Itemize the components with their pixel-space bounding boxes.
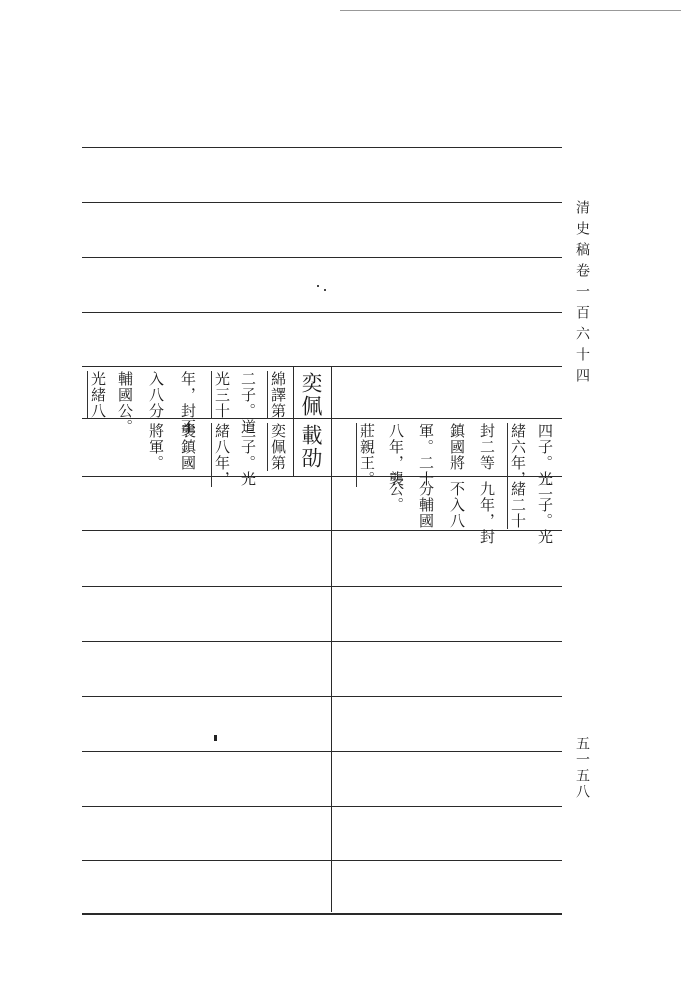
bio-column: 莊親王。 — [358, 423, 376, 487]
bio-column: 緒六年， — [509, 423, 527, 487]
bio-column: 四子。光 — [536, 423, 554, 487]
table-rule — [82, 257, 562, 258]
bio-column: 緒二十 — [509, 481, 527, 529]
bio-column: 光三十 — [213, 371, 231, 419]
table-rule — [82, 147, 562, 148]
bio-column: 年，封不 — [179, 371, 197, 435]
table-rule — [82, 641, 562, 642]
bio-column: 鎮國將 — [448, 423, 466, 471]
scan-speck — [324, 289, 326, 291]
bio-column: 將軍。 — [147, 423, 165, 471]
table-rule — [82, 312, 562, 313]
person-name-zaishao: 載劭 — [299, 424, 323, 470]
bio-column: 軍。二十 — [417, 423, 435, 487]
table-rule — [82, 476, 562, 477]
bio-column: 二子。道 — [239, 371, 257, 435]
running-title: 清史稿卷一百六十四 — [574, 200, 590, 389]
scan-speck — [214, 735, 217, 741]
bio-column: 不入八 — [448, 481, 466, 529]
bio-column: 奕佩第 — [269, 423, 287, 471]
scan-speck — [317, 285, 319, 287]
table-rule-bottom — [82, 913, 562, 915]
table-rule — [82, 696, 562, 697]
table-rule — [82, 366, 562, 367]
person-name-yipei: 奕佩 — [299, 372, 323, 418]
bio-column: 封二等 — [478, 423, 496, 471]
bio-column: 分輔國 — [417, 481, 435, 529]
bio-column: 綿譯第 — [269, 371, 287, 419]
bio-column: 輔國公。 — [116, 371, 134, 435]
bio-column: 光緒八 — [89, 371, 107, 419]
bio-column: 入八分 — [147, 371, 165, 419]
bio-column: 三子。光 — [239, 423, 257, 487]
table-rule — [82, 860, 562, 861]
table-rule — [82, 806, 562, 807]
bio-column: 襲鎮國 — [179, 423, 197, 471]
bio-column: 公。 — [387, 481, 405, 513]
page-number: 五一五八 — [574, 736, 590, 800]
table-rule — [82, 202, 562, 203]
bio-column: 九年，封 — [478, 481, 496, 545]
generation-divider — [331, 366, 332, 912]
bio-column: 緒八年， — [213, 423, 231, 487]
bio-column: 二子。光 — [536, 481, 554, 545]
scan-edge-line — [340, 10, 681, 11]
bio-column: 八年，襲 — [387, 423, 405, 487]
table-rule — [82, 586, 562, 587]
name-cell-rule — [293, 366, 294, 476]
table-rule — [82, 751, 562, 752]
